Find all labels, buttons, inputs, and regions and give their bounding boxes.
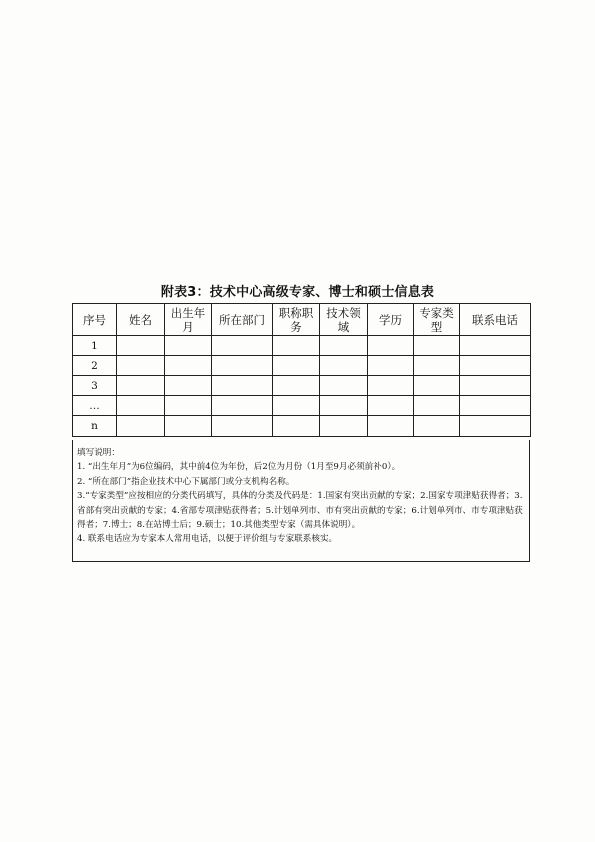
cell-education xyxy=(368,376,414,396)
instruction-item: 4. 联系电话应为专家本人常用电话，以便于评价组与专家联系核实。 xyxy=(77,534,338,545)
cell-department xyxy=(212,376,273,396)
cell-name xyxy=(117,336,165,356)
page-title: 附表3：技术中心高级专家、博士和硕士信息表 xyxy=(160,285,435,300)
table-row xyxy=(73,356,531,376)
cell-department xyxy=(212,416,273,437)
table-row xyxy=(73,336,531,356)
instruction-item: 1. “出生年月”为6位编码，其中前4位为年份，后2位为月份（1月至9月必须前补0）。 xyxy=(77,462,401,473)
instruction-item: 2. “所在部门”指企业技术中心下属部门或分支机构名称。 xyxy=(77,476,295,487)
cell-phone xyxy=(460,336,531,356)
cell-expert-type xyxy=(414,356,460,376)
cell-name xyxy=(117,376,165,396)
header-index: 序号 xyxy=(73,304,117,336)
row-index: 2 xyxy=(73,356,117,376)
cell-expert-type xyxy=(414,376,460,396)
table-row xyxy=(73,416,531,437)
cell-education xyxy=(368,416,414,437)
cell-education xyxy=(368,396,414,416)
cell-title-position xyxy=(273,376,320,396)
cell-title-position xyxy=(273,336,320,356)
instruction-item: 3.“专家类型”应按相应的分类代码填写，具体的分类及代码是：1.国家有突出贡献的专家；2.国家专项津贴获得者；3.省部有突出贡献的专家；4.省部专项津贴获得者；5.计划单列市、市有突出贡献的专家；6.计划单列市、市专项津贴获得者；7.博士；8.在站博士后；9.硕士；10.其他类型专家（需具体说明）。 xyxy=(77,491,523,531)
cell-tech-field xyxy=(320,416,368,437)
cell-birth-date xyxy=(165,376,212,396)
header-department: 所在部门 xyxy=(212,304,273,336)
expert-info-table xyxy=(72,303,531,437)
cell-phone xyxy=(460,396,531,416)
cell-phone xyxy=(460,416,531,437)
row-index: n xyxy=(73,416,117,437)
cell-phone xyxy=(460,356,531,376)
cell-expert-type xyxy=(414,336,460,356)
cell-name xyxy=(117,416,165,437)
cell-birth-date xyxy=(165,356,212,376)
cell-education xyxy=(368,336,414,356)
header-birth-date: 出生年 月 xyxy=(165,304,212,336)
cell-title-position xyxy=(273,356,320,376)
header-title-position: 职称职 务 xyxy=(273,304,320,336)
table-row xyxy=(73,376,531,396)
cell-title-position xyxy=(273,396,320,416)
cell-department xyxy=(212,356,273,376)
cell-birth-date xyxy=(165,416,212,437)
row-index: … xyxy=(73,396,117,416)
row-index: 3 xyxy=(73,376,117,396)
cell-title-position xyxy=(273,416,320,437)
cell-tech-field xyxy=(320,356,368,376)
header-education: 学历 xyxy=(368,304,414,336)
fill-instructions xyxy=(72,440,530,562)
row-index: 1 xyxy=(73,336,117,356)
cell-tech-field xyxy=(320,376,368,396)
cell-name xyxy=(117,356,165,376)
cell-department xyxy=(212,396,273,416)
cell-birth-date xyxy=(165,396,212,416)
cell-education xyxy=(368,356,414,376)
header-tech-field: 技术领 域 xyxy=(320,304,368,336)
cell-tech-field xyxy=(320,336,368,356)
cell-phone xyxy=(460,376,531,396)
header-name: 姓名 xyxy=(117,304,165,336)
cell-expert-type xyxy=(414,416,460,437)
cell-birth-date xyxy=(165,336,212,356)
table-header-row xyxy=(73,304,531,336)
instructions-heading: 填写说明： xyxy=(77,448,120,458)
cell-expert-type xyxy=(414,396,460,416)
cell-name xyxy=(117,396,165,416)
cell-tech-field xyxy=(320,396,368,416)
header-phone: 联系电话 xyxy=(460,304,531,336)
table-row xyxy=(73,396,531,416)
cell-department xyxy=(212,336,273,356)
header-expert-type: 专家类 型 xyxy=(414,304,460,336)
